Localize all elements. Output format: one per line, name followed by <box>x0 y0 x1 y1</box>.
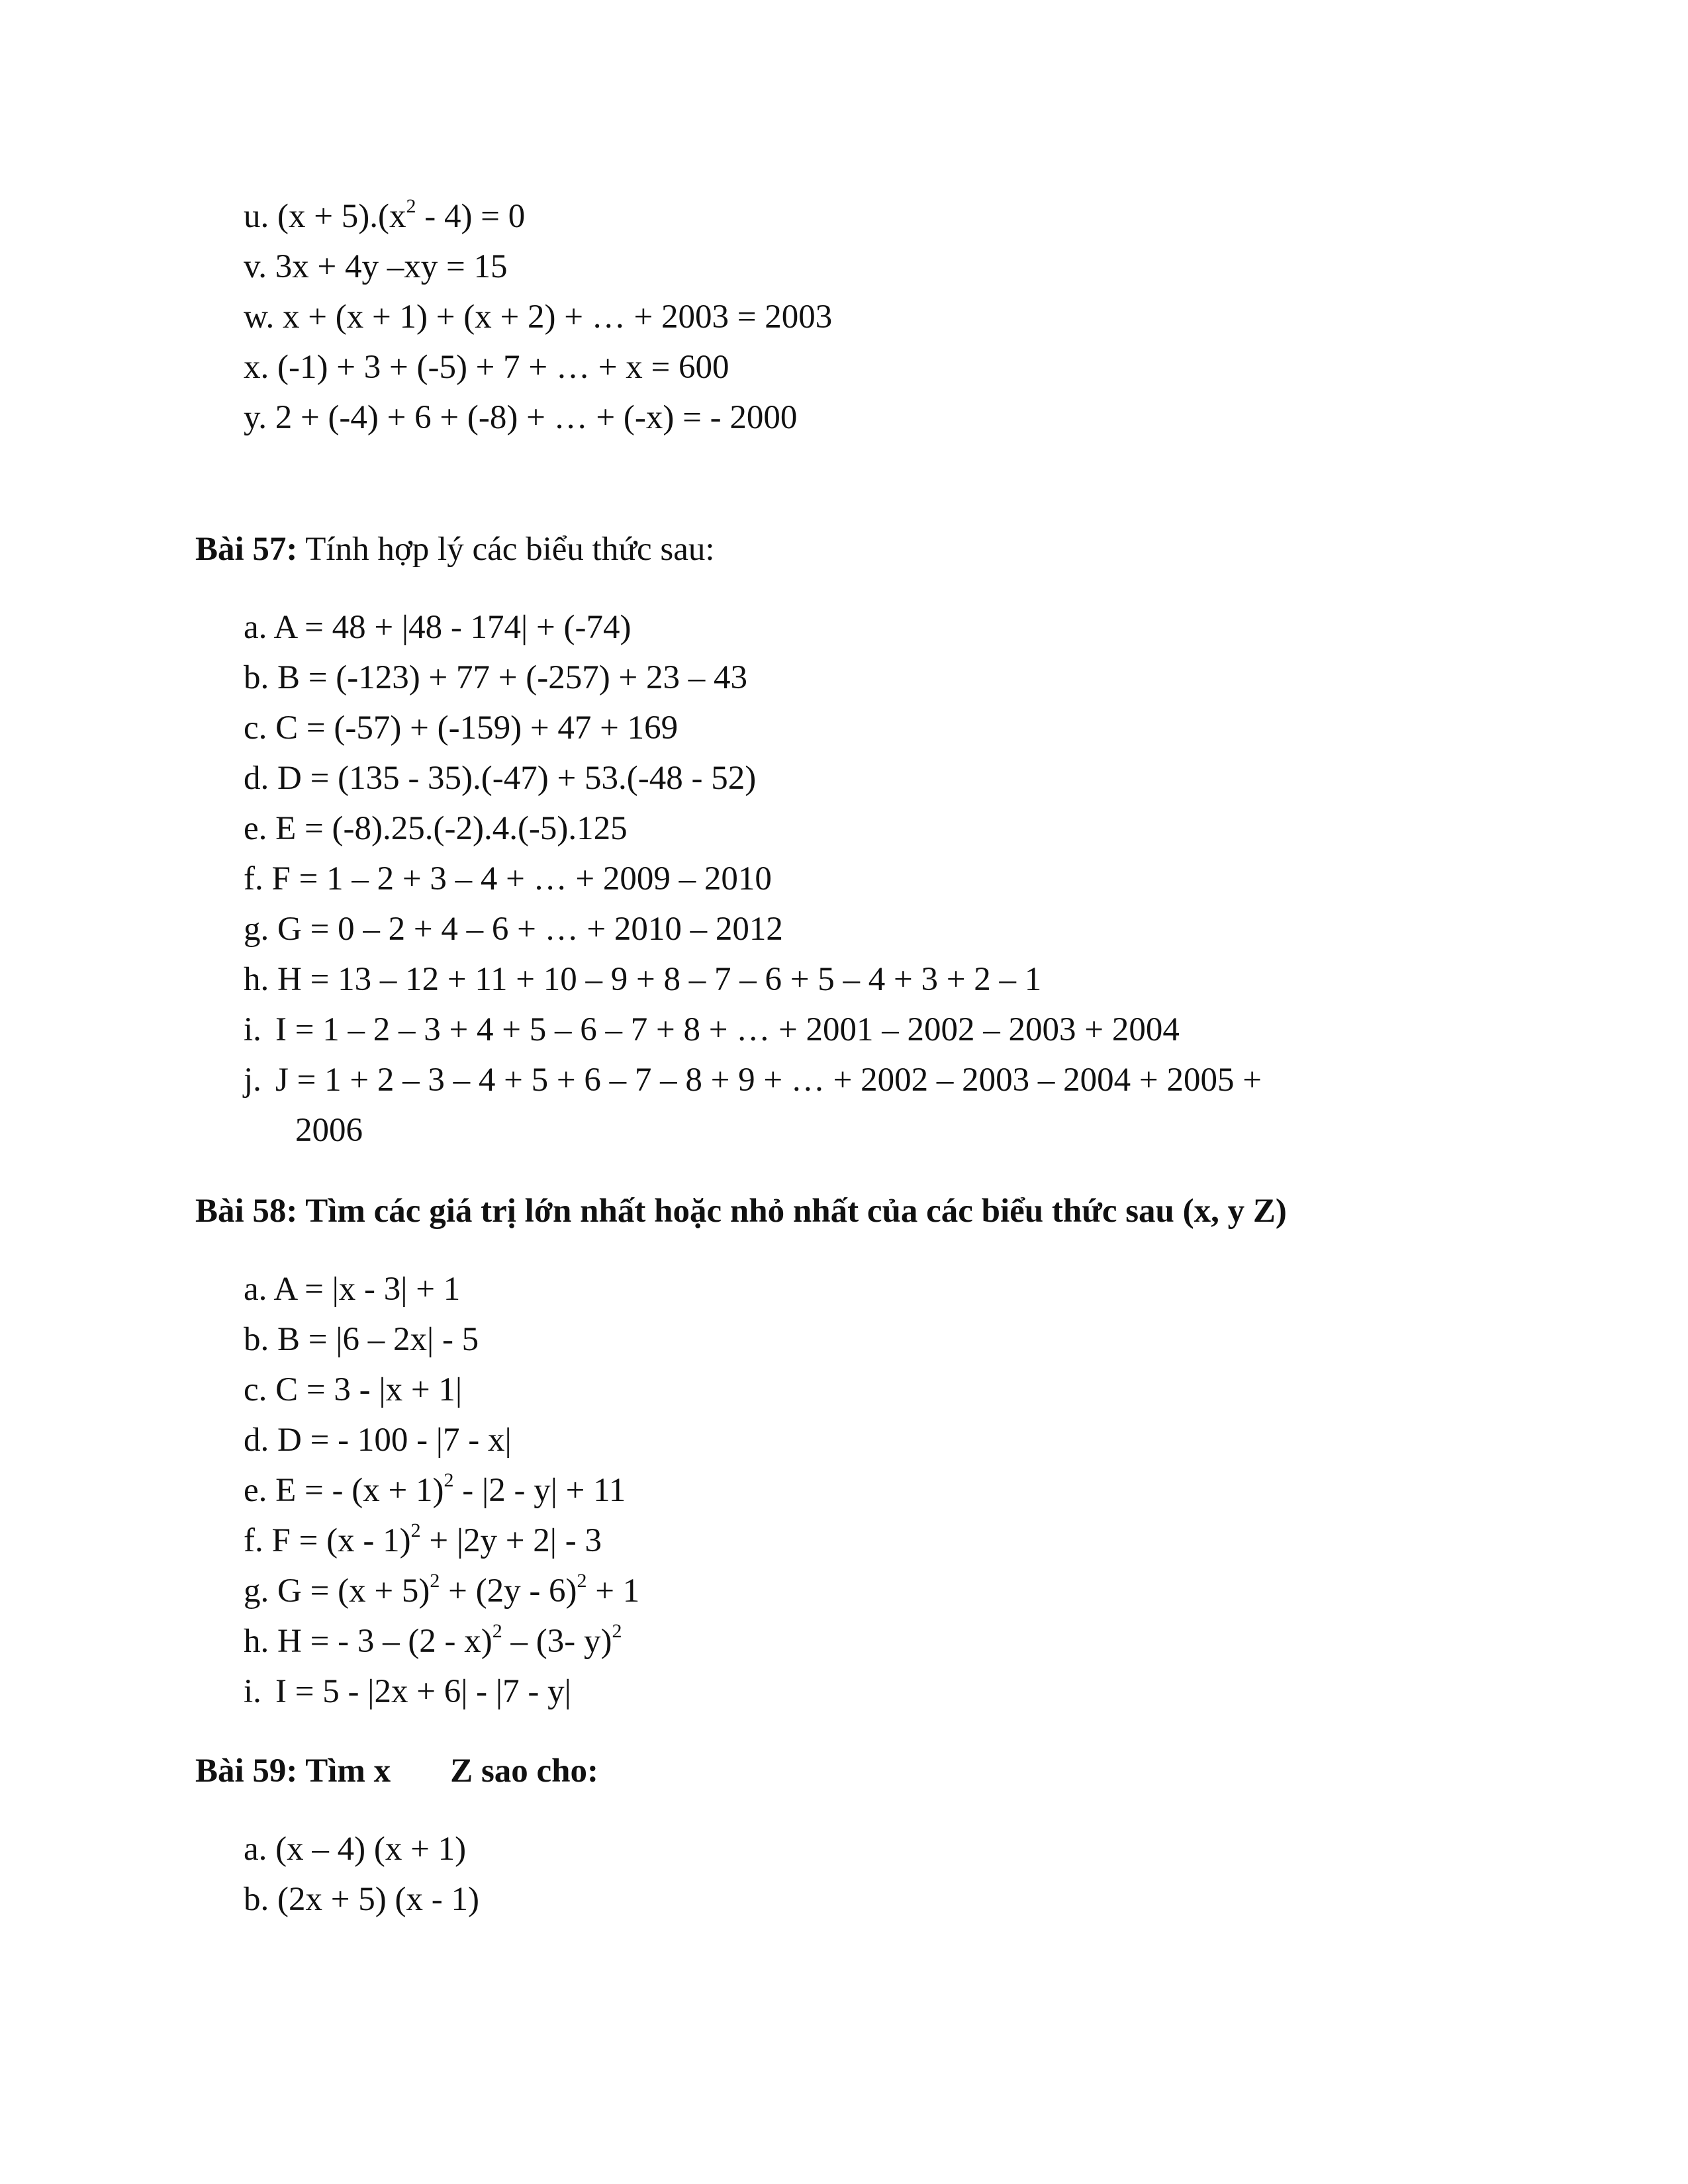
bai58-item-g-exponent2: 2 <box>577 1570 587 1592</box>
bai58-item-f-part2: + |2y + 2| - 3 <box>420 1522 602 1559</box>
item-u-exponent: 2 <box>406 195 416 217</box>
bai58-item-d: d. D = - 100 - |7 - x| <box>244 1422 512 1459</box>
bai58-item-c: c. C = 3 - |x + 1| <box>244 1371 463 1408</box>
bai58-item-g <box>244 1571 639 1611</box>
bai58-item-b: b. B = |6 – 2x| - 5 <box>244 1321 479 1358</box>
bai58-item-e <box>244 1471 626 1510</box>
bai57-item-f: f. F = 1 – 2 + 3 – 4 + … + 2009 – 2010 <box>244 860 772 897</box>
bai57-item-j-continuation: 2006 <box>295 1112 363 1149</box>
bai57-item-d: d. D = (135 - 35).(-47) + 53.(-48 - 52) <box>244 760 757 797</box>
bai57-item-j <box>244 1060 1262 1100</box>
item-v: v. 3x + 4y –xy = 15 <box>244 248 508 285</box>
bai58-item-h-exponent1: 2 <box>492 1620 502 1642</box>
bai57-item-i-text: I = 1 – 2 – 3 + 4 + 5 – 6 – 7 + 8 + … + 2001 – 2002 – 2003 + 2004 <box>275 1011 1180 1048</box>
bai57-item-e: e. E = (-8).25.(-2).4.(-5).125 <box>244 810 628 847</box>
bai59-heading-part1: Bài 59: Tìm x <box>195 1752 391 1790</box>
bai58-item-g-exponent1: 2 <box>430 1570 440 1592</box>
bai57-item-c: c. C = (-57) + (-159) + 47 + 169 <box>244 709 679 747</box>
bai58-item-g-part3: + 1 <box>586 1572 640 1610</box>
bai58-item-h-part1: h. H = - 3 – (2 - x) <box>244 1623 492 1660</box>
bai57-item-b: b. B = (-123) + 77 + (-257) + 23 – 43 <box>244 659 747 696</box>
bai58-item-e-part1: e. E = - (x + 1) <box>244 1472 444 1509</box>
bai58-item-i <box>244 1672 571 1711</box>
bai59-heading <box>195 1751 598 1791</box>
bai57-title: Tính hợp lý các biểu thức sau: <box>297 531 715 568</box>
bai58-item-i-label: i. <box>244 1673 261 1710</box>
bai57-item-i-label: i. <box>244 1011 261 1048</box>
bai57-item-j-text: J = 1 + 2 – 3 – 4 + 5 + 6 – 7 – 8 + 9 + … + 2002 – 2003 – 2004 + 2005 + <box>275 1062 1262 1099</box>
bai57-item-a: a. A = 48 + |48 - 174| + (-74) <box>244 609 632 646</box>
bai58-item-h-part2: – (3- y) <box>502 1623 612 1660</box>
bai58-item-h <box>244 1621 622 1661</box>
item-u <box>244 197 525 236</box>
bai57-heading <box>195 529 715 569</box>
bai58-item-e-part2: - |2 - y| + 11 <box>453 1472 626 1509</box>
item-y: y. 2 + (-4) + 6 + (-8) + … + (-x) = - 2000 <box>244 399 798 436</box>
bai58-item-g-part2: + (2y - 6) <box>440 1572 577 1610</box>
bai57-item-g: g. G = 0 – 2 + 4 – 6 + … + 2010 – 2012 <box>244 911 783 948</box>
bai58-item-i-text: I = 5 - |2x + 6| - |7 - y| <box>275 1673 571 1710</box>
bai58-heading: Bài 58: Tìm các giá trị lớn nhất hoặc nhỏ nhất của các biểu thức sau (x, y Z) <box>195 1193 1287 1230</box>
item-w: w. x + (x + 1) + (x + 2) + … + 2003 = 2003 <box>244 298 833 336</box>
bai58-item-f <box>244 1521 602 1561</box>
bai59-item-b: b. (2x + 5) (x - 1) <box>244 1881 479 1918</box>
bai58-item-h-exponent2: 2 <box>612 1620 622 1642</box>
bai57-item-h: h. H = 13 – 12 + 11 + 10 – 9 + 8 – 7 – 6 + 5 – 4 + 3 + 2 – 1 <box>244 961 1042 998</box>
bai59-item-a: a. (x – 4) (x + 1) <box>244 1831 467 1868</box>
item-x: x. (-1) + 3 + (-5) + 7 + … + x = 600 <box>244 349 729 386</box>
item-u-text-end: - 4) = 0 <box>416 198 526 235</box>
item-u-text: u. (x + 5).(x <box>244 198 406 235</box>
bai58-item-a: a. A = |x - 3| + 1 <box>244 1271 461 1308</box>
bai59-heading-part2: Z sao cho: <box>450 1752 599 1790</box>
bai58-item-f-exponent: 2 <box>410 1520 421 1541</box>
bai58-item-e-exponent: 2 <box>444 1469 454 1491</box>
bai57-item-j-label: j. <box>244 1062 261 1099</box>
bai57-label: Bài 57: <box>195 531 298 568</box>
bai57-item-i <box>244 1010 1180 1050</box>
bai58-item-f-part1: f. F = (x - 1) <box>244 1522 411 1559</box>
bai58-item-g-part1: g. G = (x + 5) <box>244 1572 430 1610</box>
